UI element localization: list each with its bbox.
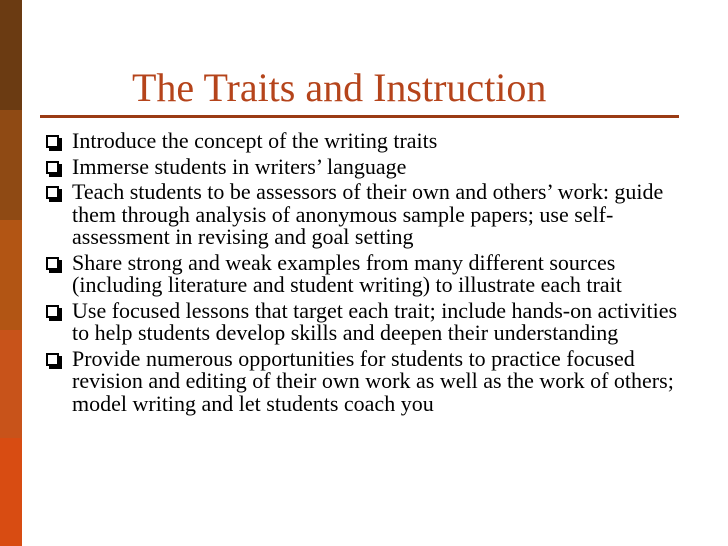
bullet-text: Share strong and weak examples from many different sources (including literature and student writing) to illustrate each trait [72, 249, 622, 297]
bullet-item [46, 345, 686, 416]
side-bar-segment [0, 438, 22, 546]
bullet-item [46, 297, 686, 345]
square-bullet-icon [46, 161, 59, 174]
decorative-side-bar [0, 0, 22, 546]
bullet-text: Use focused lessons that target each trait; include hands-on activities to help students develop skills and deepen their understanding [72, 297, 678, 345]
bullet-text: Immerse students in writers’ language [72, 153, 407, 179]
square-bullet-icon [46, 353, 59, 366]
slide-title: The Traits and Instruction [132, 65, 547, 110]
square-bullet-icon [46, 257, 59, 270]
side-bar-segment [0, 110, 22, 220]
bullet-list [46, 130, 686, 418]
square-bullet-icon [46, 186, 59, 199]
square-bullet-icon [46, 305, 59, 318]
square-bullet-icon [46, 135, 59, 148]
bullet-item [46, 130, 686, 153]
bullet-item [46, 249, 686, 297]
bullet-item [46, 181, 686, 249]
side-bar-segment [0, 220, 22, 330]
side-bar-segment [0, 0, 22, 110]
bullet-text: Introduce the concept of the writing traits [72, 128, 438, 153]
title-underline [40, 115, 679, 118]
bullet-text: Provide numerous opportunities for students to practice focused revision and editing of their own work as well as the work of others; model writing and let students coach you [72, 345, 674, 416]
bullet-text: Teach students to be assessors of their own and others’ work: guide them through analysis of anonymous sample papers; use self-assessment in revising and goal setting [72, 179, 664, 249]
bullet-item [46, 153, 686, 179]
side-bar-segment [0, 330, 22, 438]
